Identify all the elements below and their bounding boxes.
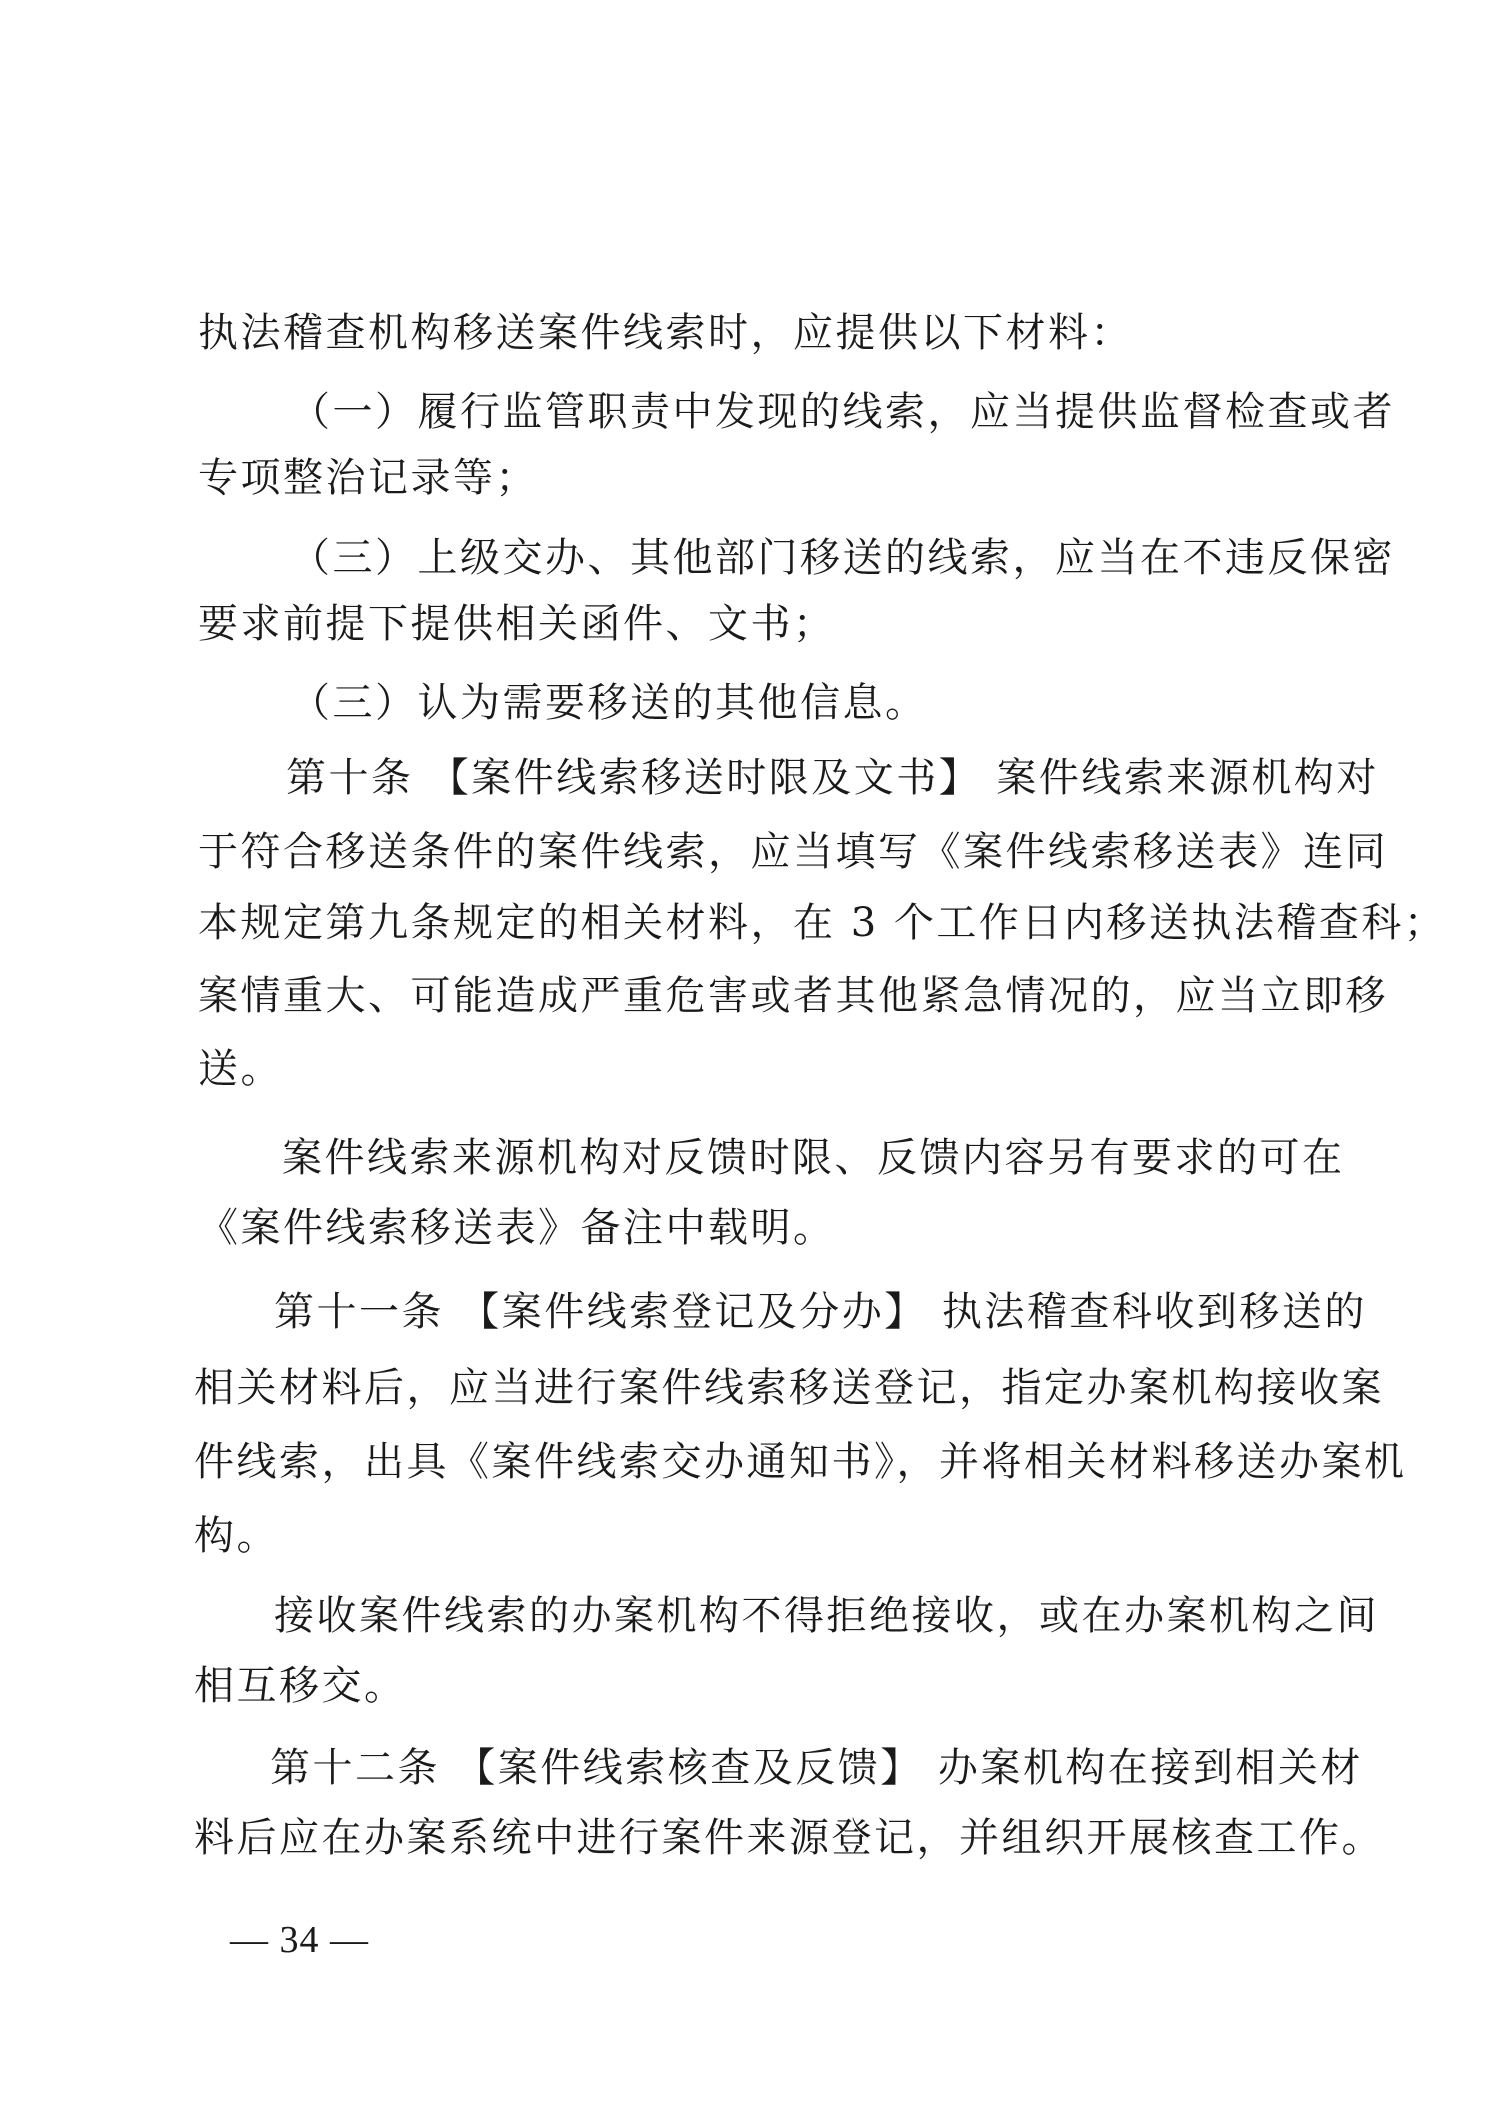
text-line-11: 送。 (198, 1046, 283, 1092)
text-line-16: 件线索，出具《案件线索交办通知书》，并将相关材料移送办案机 (194, 1439, 1407, 1485)
text-line-21: 料后应在办案系统中进行案件来源登记，并组织开展核查工作。 (194, 1815, 1384, 1861)
text-line-3: 专项整治记录等； (198, 455, 538, 501)
text-line-8: 于符合移送条件的案件线索，应当填写《案件线索移送表》连同 (198, 829, 1388, 875)
text-line-1: 执法稽查机构移送案件线索时，应提供以下材料： (198, 310, 1133, 356)
text-line-19: 相互移交。 (194, 1663, 407, 1709)
text-line-4: （三）上级交办、其他部门移送的线索，应当在不违反保密 (290, 535, 1395, 581)
text-line-17: 构。 (194, 1513, 279, 1559)
text-line-5: 要求前提下提供相关函件、文书； (198, 601, 836, 647)
text-line-10: 案情重大、可能造成严重危害或者其他紧急情况的，应当立即移 (198, 973, 1388, 1019)
text-line-18: 接收案件线索的办案机构不得拒绝接收，或在办案机构之间 (274, 1593, 1379, 1639)
page-number: — 34 — (230, 1919, 369, 1961)
text-line-20: 第十二条 【案件线索核查及反馈】 办案机构在接到相关材 (270, 1745, 1363, 1791)
text-line-7: 第十条 【案件线索移送时限及文书】 案件线索来源机构对 (286, 755, 1379, 801)
text-line-15: 相关材料后，应当进行案件线索移送登记，指定办案机构接收案 (194, 1365, 1384, 1411)
text-line-12: 案件线索来源机构对反馈时限、反馈内容另有要求的可在 (282, 1135, 1345, 1181)
text-line-2: （一）履行监管职责中发现的线索，应当提供监督检查或者 (290, 389, 1395, 435)
text-line-6: （三）认为需要移送的其他信息。 (290, 680, 928, 726)
text-line-9: 本规定第九条规定的相关材料，在 3 个工作日内移送执法稽查科； (198, 900, 1447, 946)
text-line-14: 第十一条 【案件线索登记及分办】 执法稽查科收到移送的 (274, 1289, 1367, 1335)
text-line-13: 《案件线索移送表》备注中载明。 (198, 1205, 836, 1251)
